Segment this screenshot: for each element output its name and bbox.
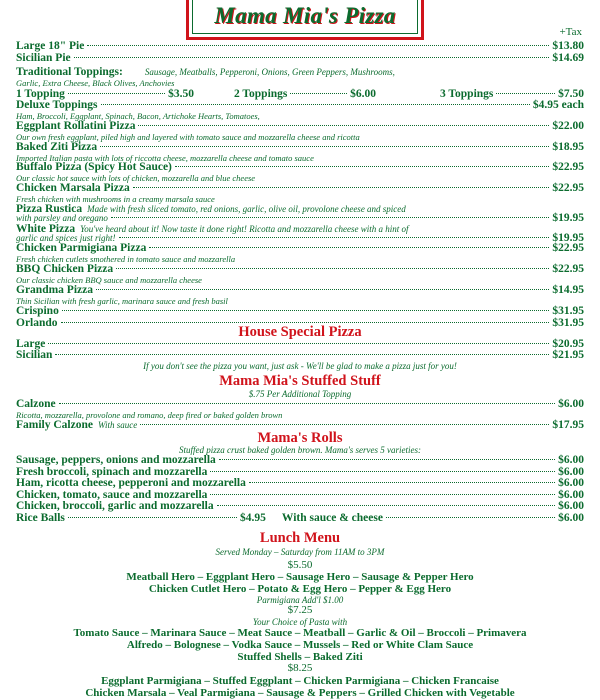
one-topping-row: 1 Topping $3.50 (16, 88, 194, 100)
crispino-row: Crispino $31.95 (16, 305, 584, 317)
roll-item: Chicken, broccoli, garlic and mozzarella $6.00 (16, 500, 584, 512)
orlando-row: Orlando $31.95 (16, 317, 584, 329)
specialty-desc: Thin Sicilian with fresh garlic, marinara sauce and fresh basil (16, 296, 228, 306)
rice-balls-row: Rice Balls $4.95 With sauce & cheese $6.00 (16, 512, 585, 524)
calzone-row: Calzone $6.00 (16, 398, 584, 410)
specialty-desc: Our classic chicken BBQ sauce and mozzarella cheese (16, 275, 202, 285)
specialty-item: Chicken Parmigiana Pizza $22.95 (16, 242, 584, 254)
pizza-rustica-price-row: with parsley and oregano $19.95 (16, 212, 584, 224)
lunch-entrees-1: Eggplant Parmigiana – Stuffed Eggplant – Chicken Parmigiana – Chicken Francaise (101, 675, 499, 687)
specialty-item: Baked Ziti Pizza $18.95 (16, 141, 584, 153)
roll-item: Sausage, peppers, onions and mozzarella $6.00 (16, 454, 584, 466)
deluxe-list: Ham, Broccoli, Eggplant, Spinach, Bacon, Artichoke Hearts, Tomatoes, (16, 111, 260, 121)
rolls-sub: Stuffed pizza crust baked golden brown. Mama's serves 5 varieties: (178, 445, 422, 455)
toppings-list-2: Garlic, Extra Cheese, Black Olives, Anchovies (16, 78, 175, 88)
specialty-item: Grandma Pizza $14.95 (16, 284, 584, 296)
three-topping-row: 3 Toppings $7.50 (440, 88, 584, 100)
lunch-entrees-2: Chicken Marsala – Veal Parmigiana – Sausage & Peppers – Grilled Chicken with Vegetable (85, 687, 515, 699)
house-special-heading: House Special Pizza (238, 324, 362, 340)
sicilian-pie-row: Sicilian Pie $14.69 (16, 52, 584, 64)
specialty-item: Eggplant Rollatini Pizza $22.00 (16, 120, 584, 132)
two-topping-row: 2 Toppings $6.00 (234, 88, 376, 100)
large-pie-row: Large 18" Pie $13.80 (16, 40, 584, 52)
logo-banner (186, 0, 424, 40)
house-large-row: Large $20.95 (16, 338, 584, 350)
specialty-desc: Our classic hot sauce with lots of chicken, mozzarella and blue cheese (16, 173, 256, 183)
roll-item: Fresh broccoli, spinach and mozzarella $6.00 (16, 466, 584, 478)
specialty-item: Chicken Marsala Pizza $22.95 (16, 182, 584, 194)
pizza-rustica-row: Pizza Rustica Made with fresh sliced tomato, red onions, garlic, olive oil, provolone cheese and spiced (16, 203, 406, 215)
lunch-price-3: $8.25 (287, 662, 313, 674)
lunch-price-2: $7.25 (287, 604, 313, 616)
specialty-desc: Imported Italian pasta with lots of riccotta cheese, mozzarella cheese and tomato sauce (16, 153, 314, 163)
lunch-heroes-2: Chicken Cutlet Hero – Potato & Egg Hero – Pepper & Egg Hero (148, 583, 452, 595)
white-pizza-row: White Pizza You've heard about it! Now taste it done right! Ricotta and mozzarella cheese with a hint of (16, 223, 409, 235)
house-sicilian-row: Sicilian $21.95 (16, 349, 584, 361)
traditional-toppings-row: Traditional Toppings: Sausage, Meatballs, Pepperoni, Onions, Green Peppers, Mushrooms, (16, 66, 395, 78)
lunch-pasta-3: Stuffed Shells – Baked Ziti (237, 651, 363, 663)
lunch-price-1: $5.50 (287, 559, 313, 571)
specialty-desc: Our own fresh eggplant, piled high and layered with tomato sauce and mozzarella cheese and ricotta (16, 132, 360, 142)
lunch-heading: Lunch Menu (259, 530, 341, 546)
specialty-item: BBQ Chicken Pizza $22.95 (16, 263, 584, 275)
specialty-item: Buffalo Pizza (Spicy Hot Sauce) $22.95 (16, 161, 584, 173)
roll-item: Chicken, tomato, sauce and mozzarella $6.00 (16, 489, 584, 501)
lunch-pasta-2: Alfredo – Bolognese – Vodka Sauce – Mussels – Red or White Clam Sauce (126, 639, 474, 651)
house-note: If you don't see the pizza you want, just ask - We'll be glad to make a pizza just for you! (143, 361, 457, 371)
specialty-desc: Fresh chicken cutlets smothered in tomato sauce and mozzarella (16, 254, 236, 264)
stuffed-sub: $.75 Per Additional Topping (248, 389, 352, 399)
lunch-pasta-1: Tomato Sauce – Marinara Sauce – Meat Sauce – Meatball – Garlic & Oil – Broccoli – Primavera (73, 627, 527, 639)
specialty-desc: Fresh chicken with mushrooms in a creamy marsala sauce (16, 194, 215, 204)
menu-title: Mama Mia's Pizza (214, 3, 396, 28)
family-calzone-row: Family Calzone With sauce $17.95 (16, 419, 584, 431)
lunch-sub: Served Monday – Saturday from 11AM to 3PM (215, 547, 385, 557)
roll-item: Ham, ricotta cheese, pepperoni and mozzarella $6.00 (16, 477, 584, 489)
calzone-desc: Ricotta, mozzarella, provolone and romano, deep fired or baked golden brown (16, 410, 283, 420)
deluxe-toppings-row: Deluxe Toppings $4.95 each (16, 99, 584, 111)
lunch-pasta-note: Your Choice of Pasta with (252, 617, 348, 627)
white-pizza-price-row: garlic and spices just right! $19.95 (16, 232, 584, 244)
rolls-heading: Mama's Rolls (257, 430, 343, 446)
tax-note: +Tax (559, 26, 582, 38)
lunch-heroes-1: Meatball Hero – Eggplant Hero – Sausage Hero – Sausage & Pepper Hero (126, 571, 474, 583)
lunch-parm-note: Parmigiana Add'l $1.00 (256, 595, 344, 605)
stuffed-heading: Mama Mia's Stuffed Stuff (219, 373, 381, 389)
